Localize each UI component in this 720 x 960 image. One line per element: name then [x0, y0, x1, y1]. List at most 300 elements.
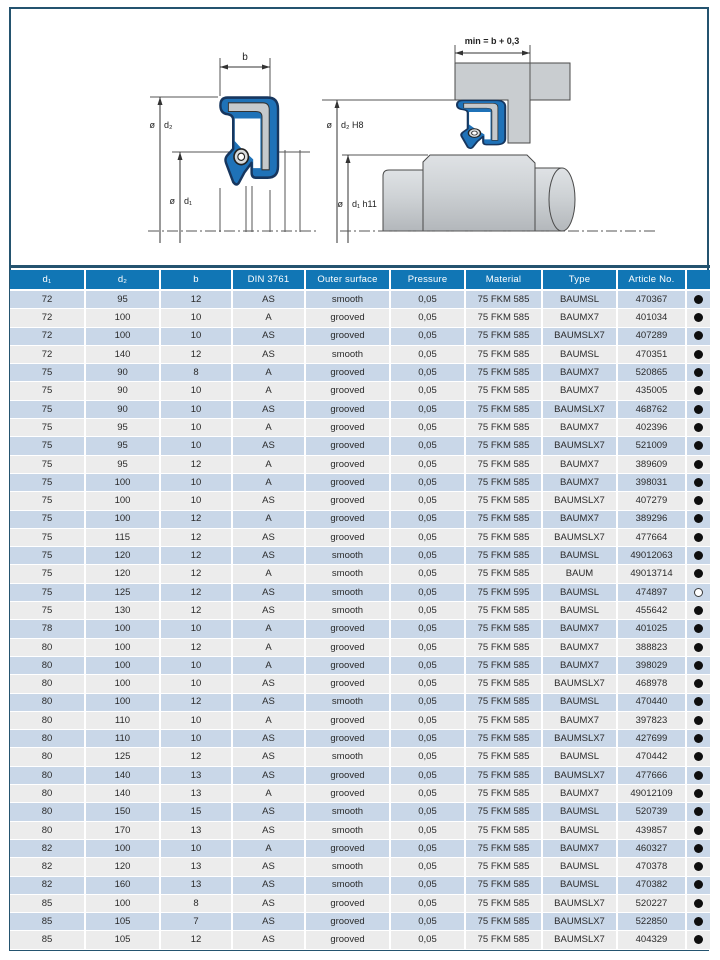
table-cell: 75 FKM 585	[465, 803, 542, 821]
table-cell: 468978	[617, 675, 686, 693]
table-cell: 0,05	[390, 583, 465, 601]
table-cell: 75 FKM 585	[465, 510, 542, 528]
filled-dot-icon	[694, 405, 703, 414]
table-cell: 75 FKM 585	[465, 913, 542, 931]
table-cell: 470367	[617, 290, 686, 309]
table-cell: 75	[10, 583, 85, 601]
table-cell: 12	[160, 583, 232, 601]
table-cell: BAUMSL	[542, 547, 617, 565]
table-cell: 470440	[617, 693, 686, 711]
table-cell: 100	[85, 327, 160, 345]
table-cell: BAUMSL	[542, 803, 617, 821]
table-row	[10, 803, 710, 821]
table-cell: AS	[232, 693, 305, 711]
table-cell: 100	[85, 620, 160, 638]
dim-d2-h8-label: d₂ H8	[341, 120, 364, 130]
table-cell: 0,05	[390, 803, 465, 821]
availability-cell	[686, 547, 710, 565]
filled-dot-icon	[694, 441, 703, 450]
table-cell: smooth	[305, 565, 390, 583]
table-cell: BAUMX7	[542, 382, 617, 400]
availability-cell	[686, 290, 710, 309]
table-cell: AS	[232, 730, 305, 748]
table-cell: A	[232, 419, 305, 437]
table-cell: grooved	[305, 400, 390, 418]
table-cell: 435005	[617, 382, 686, 400]
column-header: DIN 3761	[232, 270, 305, 290]
table-cell: grooved	[305, 473, 390, 491]
table-cell: BAUMX7	[542, 638, 617, 656]
table-row	[10, 821, 710, 839]
table-cell: 10	[160, 711, 232, 729]
table-cell: AS	[232, 858, 305, 876]
table-cell: 72	[10, 327, 85, 345]
table-cell: BAUMX7	[542, 510, 617, 528]
table-cell: 140	[85, 766, 160, 784]
table-cell: 13	[160, 766, 232, 784]
filled-dot-icon	[694, 551, 703, 560]
table-cell: grooved	[305, 913, 390, 931]
table-cell: 0,05	[390, 290, 465, 309]
dia-symbol: ø	[337, 199, 343, 209]
table-cell: 12	[160, 565, 232, 583]
table-cell: 8	[160, 894, 232, 912]
table-cell: 120	[85, 858, 160, 876]
filled-dot-icon	[694, 862, 703, 871]
availability-cell	[686, 894, 710, 912]
table-cell: 72	[10, 290, 85, 309]
table-cell: 82	[10, 858, 85, 876]
table-cell: 0,05	[390, 345, 465, 363]
filled-dot-icon	[694, 826, 703, 835]
table-cell: 75 FKM 585	[465, 821, 542, 839]
table-cell: 10	[160, 437, 232, 455]
table-cell: grooved	[305, 711, 390, 729]
table-cell: 12	[160, 693, 232, 711]
availability-cell	[686, 602, 710, 620]
table-cell: 10	[160, 620, 232, 638]
column-header: b	[160, 270, 232, 290]
table-cell: 402396	[617, 419, 686, 437]
table-cell: 401034	[617, 309, 686, 327]
availability-cell	[686, 785, 710, 803]
table-cell: 100	[85, 492, 160, 510]
table-cell: AS	[232, 437, 305, 455]
table-cell: 82	[10, 876, 85, 894]
table-cell: 0,05	[390, 400, 465, 418]
table-cell: A	[232, 309, 305, 327]
table-cell: grooved	[305, 894, 390, 912]
table-cell: 75 FKM 585	[465, 455, 542, 473]
table-cell: 75	[10, 437, 85, 455]
table-cell: BAUMX7	[542, 455, 617, 473]
table-cell: BAUMSLX7	[542, 730, 617, 748]
table-cell: grooved	[305, 492, 390, 510]
table-cell: 0,05	[390, 492, 465, 510]
table-cell: 75 FKM 585	[465, 565, 542, 583]
availability-cell	[686, 821, 710, 839]
table-cell: 75	[10, 419, 85, 437]
filled-dot-icon	[694, 386, 703, 395]
table-row	[10, 455, 710, 473]
dim-d1-h11-label: d₁ h11	[352, 199, 377, 209]
column-header: d₁	[10, 270, 85, 290]
table-cell: 80	[10, 656, 85, 674]
table-cell: 80	[10, 730, 85, 748]
table-cell: 105	[85, 931, 160, 949]
table-cell: 100	[85, 473, 160, 491]
table-cell: 0,05	[390, 364, 465, 382]
table-cell: 75 FKM 585	[465, 547, 542, 565]
table-cell: 105	[85, 913, 160, 931]
table-cell: BAUMX7	[542, 473, 617, 491]
table-cell: grooved	[305, 327, 390, 345]
table-cell: 140	[85, 345, 160, 363]
dim-min-label: min = b + 0,3	[464, 36, 520, 46]
table-cell: 10	[160, 309, 232, 327]
table-cell: grooved	[305, 382, 390, 400]
table-cell: grooved	[305, 730, 390, 748]
table-cell: 75 FKM 585	[465, 894, 542, 912]
availability-cell	[686, 711, 710, 729]
table-top-rule	[10, 265, 710, 268]
table-cell: 95	[85, 290, 160, 309]
table-cell: 110	[85, 730, 160, 748]
table-cell: 100	[85, 839, 160, 857]
table-cell: 90	[85, 382, 160, 400]
table-cell: 389609	[617, 455, 686, 473]
table-cell: 13	[160, 821, 232, 839]
table-cell: AS	[232, 766, 305, 784]
table-cell: grooved	[305, 638, 390, 656]
table-cell: BAUMSLX7	[542, 766, 617, 784]
table-cell: 75	[10, 510, 85, 528]
table-cell: BAUMSLX7	[542, 492, 617, 510]
seal-cross-section-drawing	[148, 52, 316, 243]
table-cell: 75 FKM 585	[465, 327, 542, 345]
table-cell: 10	[160, 419, 232, 437]
table-cell: BAUMX7	[542, 656, 617, 674]
table-cell: A	[232, 839, 305, 857]
table-cell: 80	[10, 693, 85, 711]
table-cell: 0,05	[390, 766, 465, 784]
seal-spec-table	[10, 270, 710, 950]
table-cell: BAUMSL	[542, 290, 617, 309]
table-cell: 10	[160, 400, 232, 418]
table-cell: 0,05	[390, 876, 465, 894]
table-cell: 75 FKM 585	[465, 492, 542, 510]
table-cell: BAUMSL	[542, 876, 617, 894]
table-cell: 468762	[617, 400, 686, 418]
table-cell: 0,05	[390, 748, 465, 766]
availability-cell	[686, 839, 710, 857]
table-cell: 0,05	[390, 620, 465, 638]
table-cell: BAUMX7	[542, 309, 617, 327]
filled-dot-icon	[694, 350, 703, 359]
table-cell: 8	[160, 364, 232, 382]
table-cell: 10	[160, 382, 232, 400]
table-cell: smooth	[305, 583, 390, 601]
table-cell: smooth	[305, 345, 390, 363]
table-cell: 404329	[617, 931, 686, 949]
table-cell: 95	[85, 455, 160, 473]
table-row	[10, 876, 710, 894]
table-cell: BAUMSL	[542, 583, 617, 601]
table-cell: 75	[10, 492, 85, 510]
table-cell: 13	[160, 876, 232, 894]
table-cell: 75 FKM 585	[465, 675, 542, 693]
filled-dot-icon	[694, 880, 703, 889]
column-header: Material	[465, 270, 542, 290]
table-cell: 13	[160, 858, 232, 876]
table-cell: 12	[160, 931, 232, 949]
filled-dot-icon	[694, 460, 703, 469]
table-cell: 12	[160, 290, 232, 309]
table-row	[10, 437, 710, 455]
table-cell: 85	[10, 931, 85, 949]
table-cell: smooth	[305, 858, 390, 876]
table-cell: 80	[10, 803, 85, 821]
table-cell: A	[232, 510, 305, 528]
table-cell: BAUMX7	[542, 419, 617, 437]
availability-cell	[686, 565, 710, 583]
table-row	[10, 711, 710, 729]
table-cell: 100	[85, 675, 160, 693]
filled-dot-icon	[694, 771, 703, 780]
table-cell: 10	[160, 675, 232, 693]
table-cell: 95	[85, 419, 160, 437]
table-cell: grooved	[305, 437, 390, 455]
table-cell: BAUMX7	[542, 785, 617, 803]
table-cell: 0,05	[390, 894, 465, 912]
table-cell: smooth	[305, 803, 390, 821]
table-cell: BAUMSLX7	[542, 913, 617, 931]
table-cell: 75 FKM 585	[465, 473, 542, 491]
availability-cell	[686, 583, 710, 601]
filled-dot-icon	[694, 295, 703, 304]
table-cell: 470378	[617, 858, 686, 876]
table-cell: 0,05	[390, 455, 465, 473]
table-cell: 12	[160, 510, 232, 528]
filled-dot-icon	[694, 661, 703, 670]
table-cell: BAUMSL	[542, 821, 617, 839]
table-row	[10, 785, 710, 803]
shaft	[383, 155, 575, 231]
table-cell: 130	[85, 602, 160, 620]
table-cell: 75 FKM 585	[465, 711, 542, 729]
table-cell: A	[232, 382, 305, 400]
table-cell: 13	[160, 785, 232, 803]
open-dot-icon	[694, 588, 703, 597]
table-cell: 80	[10, 748, 85, 766]
column-header: Pressure	[390, 270, 465, 290]
table-cell: smooth	[305, 547, 390, 565]
table-cell: 140	[85, 785, 160, 803]
table-cell: AS	[232, 290, 305, 309]
table-cell: 75 FKM 585	[465, 693, 542, 711]
table-cell: 90	[85, 400, 160, 418]
table-cell: 460327	[617, 839, 686, 857]
table-cell: 7	[160, 913, 232, 931]
table-cell: BAUMSL	[542, 693, 617, 711]
table-cell: 0,05	[390, 602, 465, 620]
availability-cell	[686, 638, 710, 656]
table-cell: smooth	[305, 821, 390, 839]
filled-dot-icon	[694, 844, 703, 853]
table-cell: 0,05	[390, 547, 465, 565]
dia-symbol: ø	[149, 120, 155, 130]
table-cell: 0,05	[390, 711, 465, 729]
availability-cell	[686, 931, 710, 949]
table-cell: 49013714	[617, 565, 686, 583]
filled-dot-icon	[694, 496, 703, 505]
table-row	[10, 473, 710, 491]
table-cell: 407279	[617, 492, 686, 510]
table-cell: 80	[10, 766, 85, 784]
table-cell: 10	[160, 473, 232, 491]
dia-symbol: ø	[326, 120, 332, 130]
availability-cell	[686, 913, 710, 931]
table-cell: AS	[232, 327, 305, 345]
table-cell: 100	[85, 894, 160, 912]
table-row	[10, 675, 710, 693]
table-cell: 455642	[617, 602, 686, 620]
table-cell: 75 FKM 585	[465, 785, 542, 803]
table-cell: 75	[10, 602, 85, 620]
table-cell: 75 FKM 585	[465, 364, 542, 382]
table-cell: 470382	[617, 876, 686, 894]
table-row	[10, 492, 710, 510]
table-cell: 0,05	[390, 638, 465, 656]
table-cell: BAUMSL	[542, 602, 617, 620]
table-cell: BAUMSLX7	[542, 528, 617, 546]
table-row	[10, 656, 710, 674]
table-cell: 75 FKM 585	[465, 345, 542, 363]
availability-cell	[686, 858, 710, 876]
table-cell: smooth	[305, 876, 390, 894]
table-cell: AS	[232, 345, 305, 363]
table-cell: BAUMX7	[542, 364, 617, 382]
table-cell: 75 FKM 585	[465, 602, 542, 620]
table-cell: 75	[10, 364, 85, 382]
table-cell: 100	[85, 638, 160, 656]
filled-dot-icon	[694, 368, 703, 377]
table-cell: 12	[160, 748, 232, 766]
table-row	[10, 364, 710, 382]
table-row	[10, 583, 710, 601]
table-cell: AS	[232, 913, 305, 931]
filled-dot-icon	[694, 807, 703, 816]
table-cell: A	[232, 638, 305, 656]
spec-table-body	[10, 290, 710, 949]
table-row	[10, 858, 710, 876]
table-cell: AS	[232, 547, 305, 565]
table-cell: 522850	[617, 913, 686, 931]
table-cell: 75 FKM 585	[465, 620, 542, 638]
filled-dot-icon	[694, 624, 703, 633]
table-cell: 82	[10, 839, 85, 857]
table-cell: 100	[85, 656, 160, 674]
table-cell: 0,05	[390, 565, 465, 583]
table-cell: 10	[160, 839, 232, 857]
table-cell: 120	[85, 547, 160, 565]
table-cell: 80	[10, 675, 85, 693]
filled-dot-icon	[694, 899, 703, 908]
table-row	[10, 382, 710, 400]
table-cell: grooved	[305, 839, 390, 857]
table-cell: 520227	[617, 894, 686, 912]
table-cell: smooth	[305, 290, 390, 309]
table-cell: 0,05	[390, 382, 465, 400]
table-cell: 150	[85, 803, 160, 821]
table-cell: AS	[232, 602, 305, 620]
table-cell: 0,05	[390, 419, 465, 437]
availability-cell	[686, 528, 710, 546]
seal-installation-drawing	[322, 36, 655, 243]
table-cell: 75 FKM 585	[465, 419, 542, 437]
table-cell: 470442	[617, 748, 686, 766]
table-cell: 470351	[617, 345, 686, 363]
filled-dot-icon	[694, 734, 703, 743]
table-cell: AS	[232, 675, 305, 693]
table-cell: AS	[232, 931, 305, 949]
table-cell: A	[232, 785, 305, 803]
table-cell: grooved	[305, 675, 390, 693]
table-cell: 427699	[617, 730, 686, 748]
table-cell: grooved	[305, 785, 390, 803]
filled-dot-icon	[694, 643, 703, 652]
table-cell: 12	[160, 638, 232, 656]
table-cell: BAUMSLX7	[542, 675, 617, 693]
table-row	[10, 327, 710, 345]
table-cell: 170	[85, 821, 160, 839]
table-cell: grooved	[305, 309, 390, 327]
availability-cell	[686, 382, 710, 400]
table-cell: BAUMX7	[542, 839, 617, 857]
table-row	[10, 913, 710, 931]
filled-dot-icon	[694, 917, 703, 926]
table-cell: BAUMSLX7	[542, 327, 617, 345]
table-cell: smooth	[305, 748, 390, 766]
table-cell: 75 FKM 585	[465, 528, 542, 546]
table-cell: 90	[85, 364, 160, 382]
table-cell: 0,05	[390, 931, 465, 949]
table-cell: 401025	[617, 620, 686, 638]
filled-dot-icon	[694, 313, 703, 322]
table-cell: 75 FKM 585	[465, 931, 542, 949]
table-row	[10, 565, 710, 583]
table-cell: 12	[160, 602, 232, 620]
table-cell: 75 FKM 595	[465, 583, 542, 601]
table-cell: 75	[10, 382, 85, 400]
table-cell: 407289	[617, 327, 686, 345]
table-cell: 100	[85, 693, 160, 711]
table-cell: grooved	[305, 620, 390, 638]
table-cell: 0,05	[390, 473, 465, 491]
table-cell: grooved	[305, 931, 390, 949]
availability-cell	[686, 400, 710, 418]
table-cell: 75	[10, 473, 85, 491]
filled-dot-icon	[694, 478, 703, 487]
column-header: Outer surface	[305, 270, 390, 290]
table-cell: 0,05	[390, 693, 465, 711]
filled-dot-icon	[694, 423, 703, 432]
table-cell: 521009	[617, 437, 686, 455]
table-cell: AS	[232, 894, 305, 912]
mounted-seal-profile	[457, 100, 505, 148]
table-cell: A	[232, 711, 305, 729]
table-cell: 0,05	[390, 437, 465, 455]
